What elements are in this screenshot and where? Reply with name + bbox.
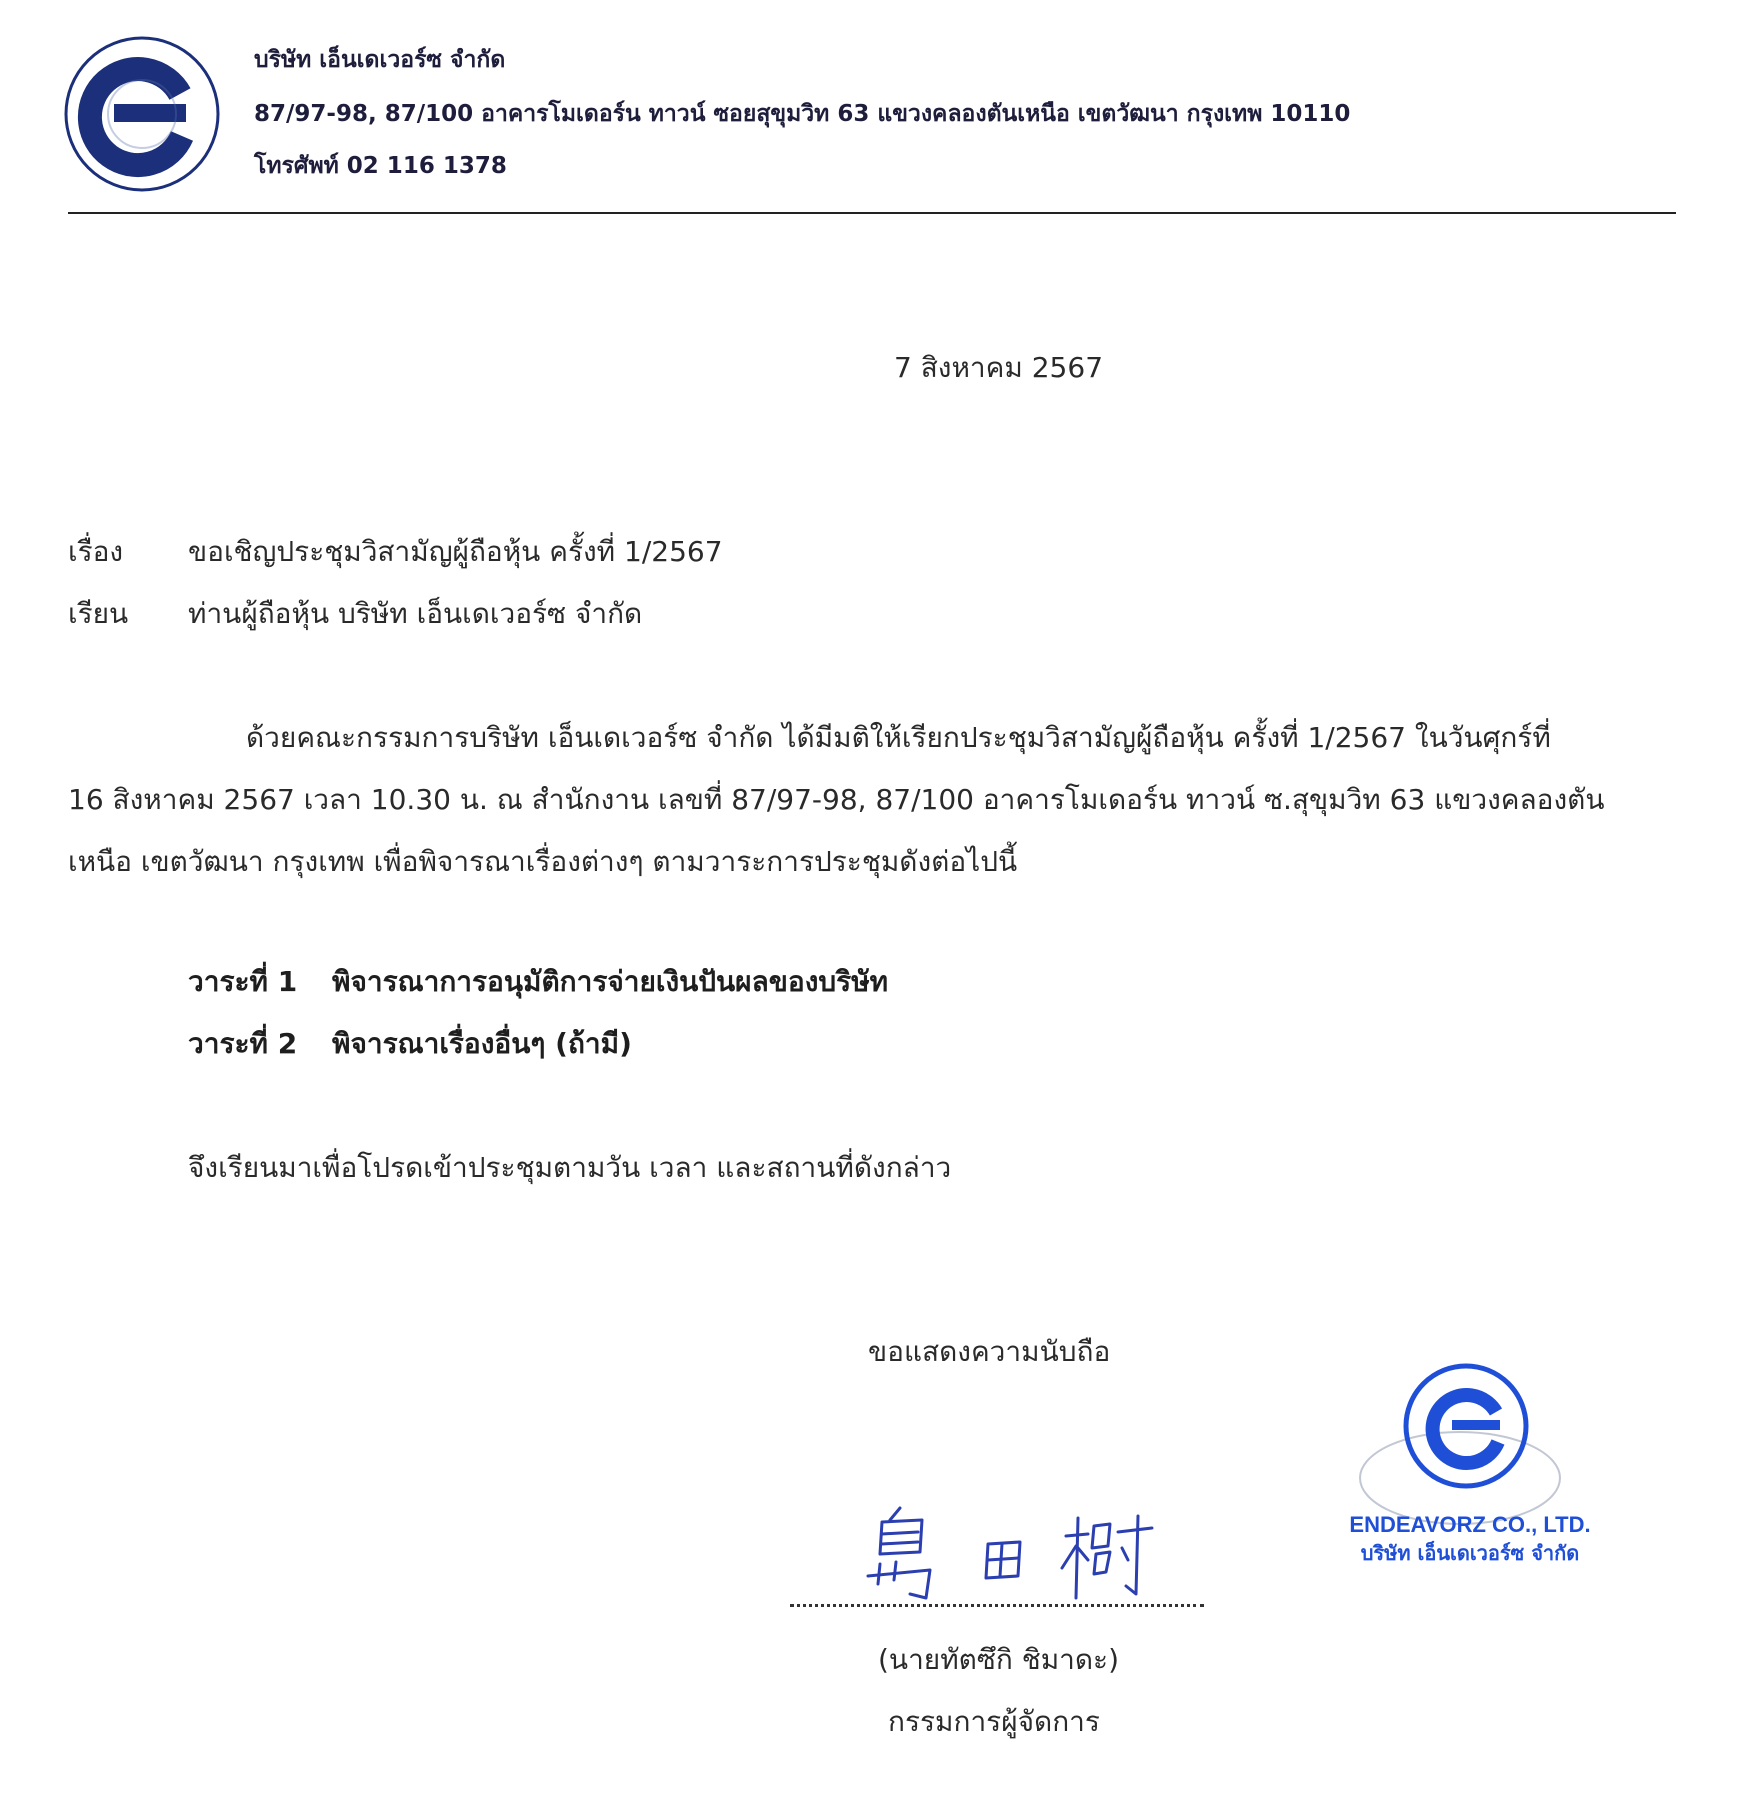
- company-logo: [62, 34, 222, 194]
- subject-label: เรื่อง: [68, 535, 124, 568]
- company-seal-icon: [1320, 1360, 1620, 1570]
- agenda-title: พิจารณาการอนุมัติการจ่ายเงินปันผลของบริษัท: [332, 965, 889, 998]
- paragraph-line: 16 สิงหาคม 2567 เวลา 10.30 น. ณ สำนักงาน เลขที่ 87/97-98, 87/100 อาคารโมเดอร์น ทาวน์ ซ.สุขุมวิท 63 แขวงคลองตัน: [68, 783, 1605, 816]
- signer-title: กรรมการผู้จัดการ: [888, 1705, 1100, 1738]
- recipient-text: ท่านผู้ถือหุ้น บริษัท เอ็นเดเวอร์ซ จำกัด: [188, 597, 643, 630]
- svg-text:ENDEAVORZ CO., LTD.: ENDEAVORZ CO., LTD.: [1349, 1512, 1591, 1537]
- recipient-label: เรียน: [68, 597, 129, 630]
- header-divider: [68, 212, 1676, 214]
- paragraph-line: เหนือ เขตวัฒนา กรุงเทพ เพื่อพิจารณาเรื่องต่างๆ ตามวาระการประชุมดังต่อไปนี้: [68, 845, 1018, 878]
- paragraph-line: ด้วยคณะกรรมการบริษัท เอ็นเดเวอร์ซ จำกัด ได้มีมติให้เรียกประชุมวิสามัญผู้ถือหุ้น ครั้งที่ 1/2567 ในวันศุกร์ที่: [246, 721, 1551, 754]
- company-phone: โทรศัพท์ 02 116 1378: [254, 153, 507, 179]
- signature-line: [790, 1604, 1204, 1607]
- signature-icon: [860, 1490, 1160, 1610]
- company-stamp: [1320, 1360, 1620, 1570]
- company-address: 87/97-98, 87/100 อาคารโมเดอร์น ทาวน์ ซอยสุขุมวิท 63 แขวงคลองตันเหนือ เขตวัฒนา กรุงเทพ 10110: [254, 101, 1351, 127]
- agenda-number: วาระที่ 1: [188, 965, 298, 998]
- subject-text: ขอเชิญประชุมวิสามัญผู้ถือหุ้น ครั้งที่ 1/2567: [188, 535, 723, 568]
- svg-text:บริษัท เอ็นเดเวอร์ซ จำกัด: บริษัท เอ็นเดเวอร์ซ จำกัด: [1360, 1541, 1580, 1565]
- agenda-title: พิจารณาเรื่องอื่นๆ (ถ้ามี): [332, 1027, 632, 1060]
- letter-date: 7 สิงหาคม 2567: [894, 351, 1104, 384]
- agenda-number: วาระที่ 2: [188, 1027, 298, 1060]
- closing-invitation: จึงเรียนมาเพื่อโปรดเข้าประชุมตามวัน เวลา และสถานที่ดังกล่าว: [188, 1151, 952, 1184]
- signer-name: (นายทัตซึกิ ชิมาดะ): [878, 1643, 1120, 1676]
- complimentary-close: ขอแสดงความนับถือ: [868, 1335, 1111, 1368]
- handwritten-signature: [860, 1490, 1160, 1610]
- e-circle-logo-icon: [62, 34, 222, 194]
- company-name: บริษัท เอ็นเดเวอร์ซ จำกัด: [254, 47, 506, 73]
